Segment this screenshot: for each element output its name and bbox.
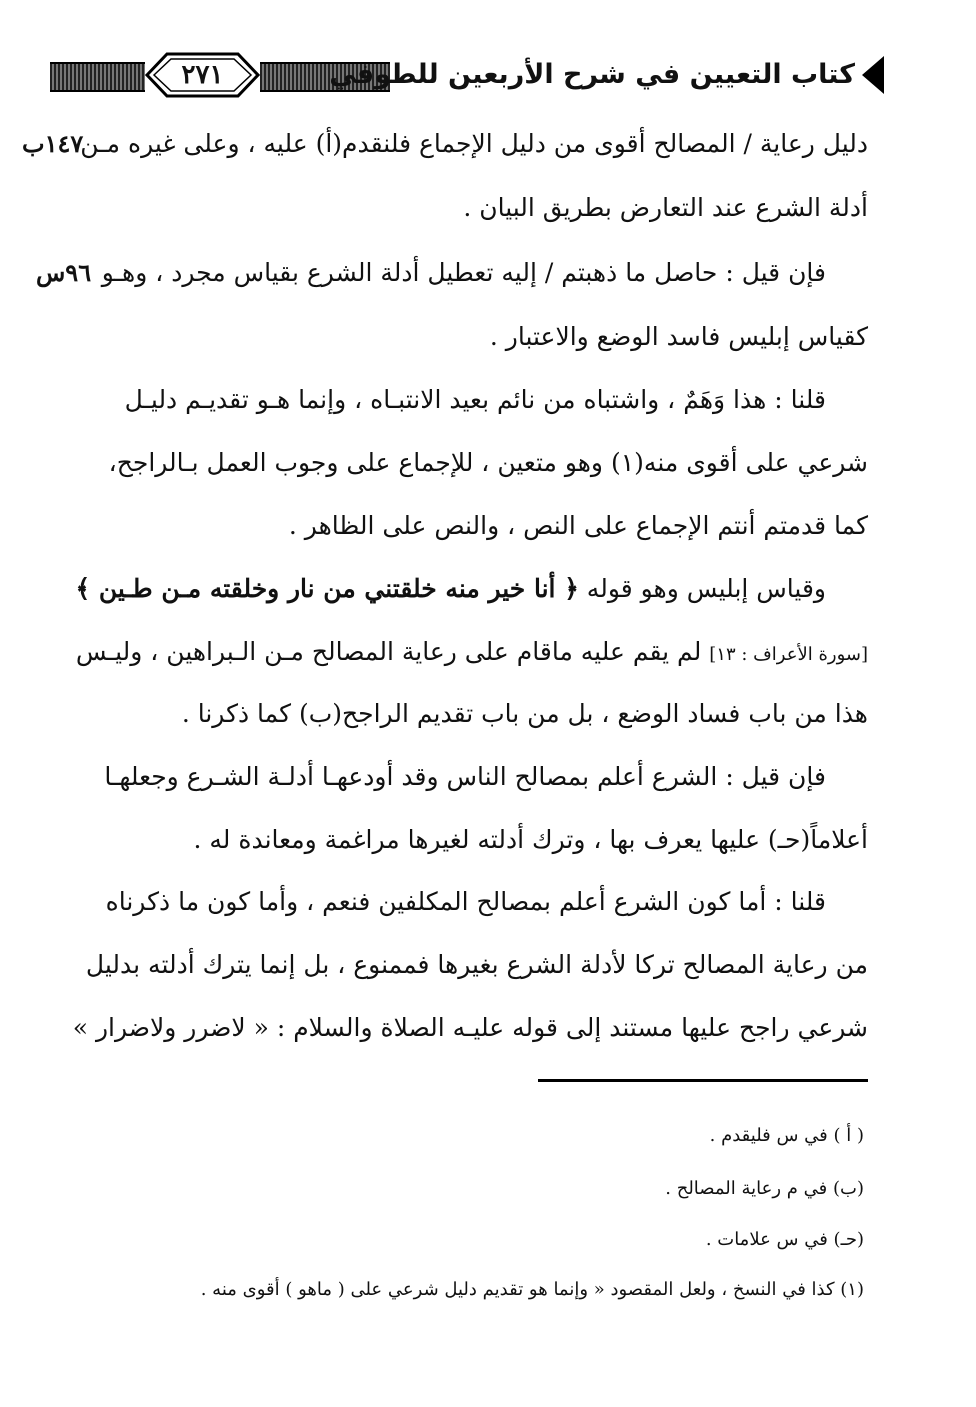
- text-line-4: كقياس إبليس فاسد الوضع والاعتبار .: [489, 322, 868, 351]
- text-line-11: فإن قيل : الشرع أعلم بمصالح الناس وقد أودعهـا أدلـة الشـرع وجعلهـا: [104, 762, 826, 791]
- text-line-1: دليل رعاية / المصالح أقوى من دليل الإجماع فلنقدم(أ) عليه ، وعلى غيره مـن: [80, 129, 868, 158]
- footnote-1: (١) كذا في النسخ ، ولعل المقصود « وإنما هو تقديم دليل شرعي على ( ماهو ) أقوى منه .: [200, 1279, 864, 1300]
- margin-note-folio-147b: ١٤٧ب: [22, 129, 84, 158]
- text-line-8: [76, 569, 826, 609]
- text-line-15: شرعي راجح عليها مستند إلى قوله عليـه الصلاة والسلام : « لاضرر ولاضرار »: [72, 1013, 868, 1042]
- footnote-j: (حـ) في س علامات .: [705, 1229, 864, 1250]
- page-number-badge: [145, 50, 260, 100]
- text-line-7: كما قدمتم أنتم الإجماع على النص ، والنص على الظاهر .: [288, 511, 868, 540]
- header-ornament-bar-left: [50, 62, 145, 92]
- text-line-14: من رعاية المصالح تركا لأدلة الشرع بغيرها فممنوع ، بل إنما يترك أدلته بدليل: [85, 950, 868, 979]
- text-line-3: فإن قيل : حاصل ما ذهبتم / إليه تعطيل أدلة الشرع بقياس مجرد ، وهـو: [101, 258, 826, 287]
- text-line-12: أعلاماً(حـ) عليها يعرف بها ، وترك أدلته لغيرها مراغمة ومعاندة له .: [193, 825, 868, 854]
- header-triangle-icon: [862, 56, 884, 94]
- page-number: ٢٧١: [181, 60, 224, 90]
- text-line-8-plain: وقياس إبليس وهو قوله: [586, 574, 826, 603]
- book-title: كتاب التعيين في شرح الأربعين للطوفي: [329, 59, 855, 90]
- quran-quote: ﴿ أنا خير منه خلقتني من نار وخلقته مـن طـين ﴾: [75, 574, 579, 603]
- footnote-b: (ب) في م رعاية المصالح .: [665, 1178, 864, 1199]
- text-line-6: شرعي على أقوى منه(١) وهو متعين ، للإجماع على وجوب العمل بـالراجح،: [108, 448, 868, 477]
- footnote-separator: [538, 1079, 868, 1082]
- margin-note-folio-96s: ٩٦س: [36, 258, 92, 287]
- text-line-9-plain: لم يقم عليه ماقام على رعاية المصالح مـن الـبراهين ، وليـس: [75, 637, 702, 666]
- text-line-13: قلنا : أما كون الشرع أعلم بمصالح المكلفين فنعم ، وأما كون ما ذكرناه: [105, 887, 826, 916]
- page-header: [50, 40, 890, 110]
- text-line-9: [76, 632, 868, 672]
- quran-reference: [سورة الأعراف : ١٣]: [709, 644, 868, 665]
- footnote-a: ( أ ) في س فليقدم .: [709, 1125, 864, 1146]
- text-line-10: هذا من باب فساد الوضع ، بل من باب تقديم الراجح(ب) كما ذكرنا .: [181, 699, 868, 728]
- text-line-5: قلنا : هذا وَهَمٌ ، واشتباه من نائم بعيد الانتبـاه ، وإنما هـو تقديـم دليـل: [124, 385, 826, 414]
- text-line-2: أدلة الشرع عند التعارض بطريق البيان .: [463, 193, 868, 222]
